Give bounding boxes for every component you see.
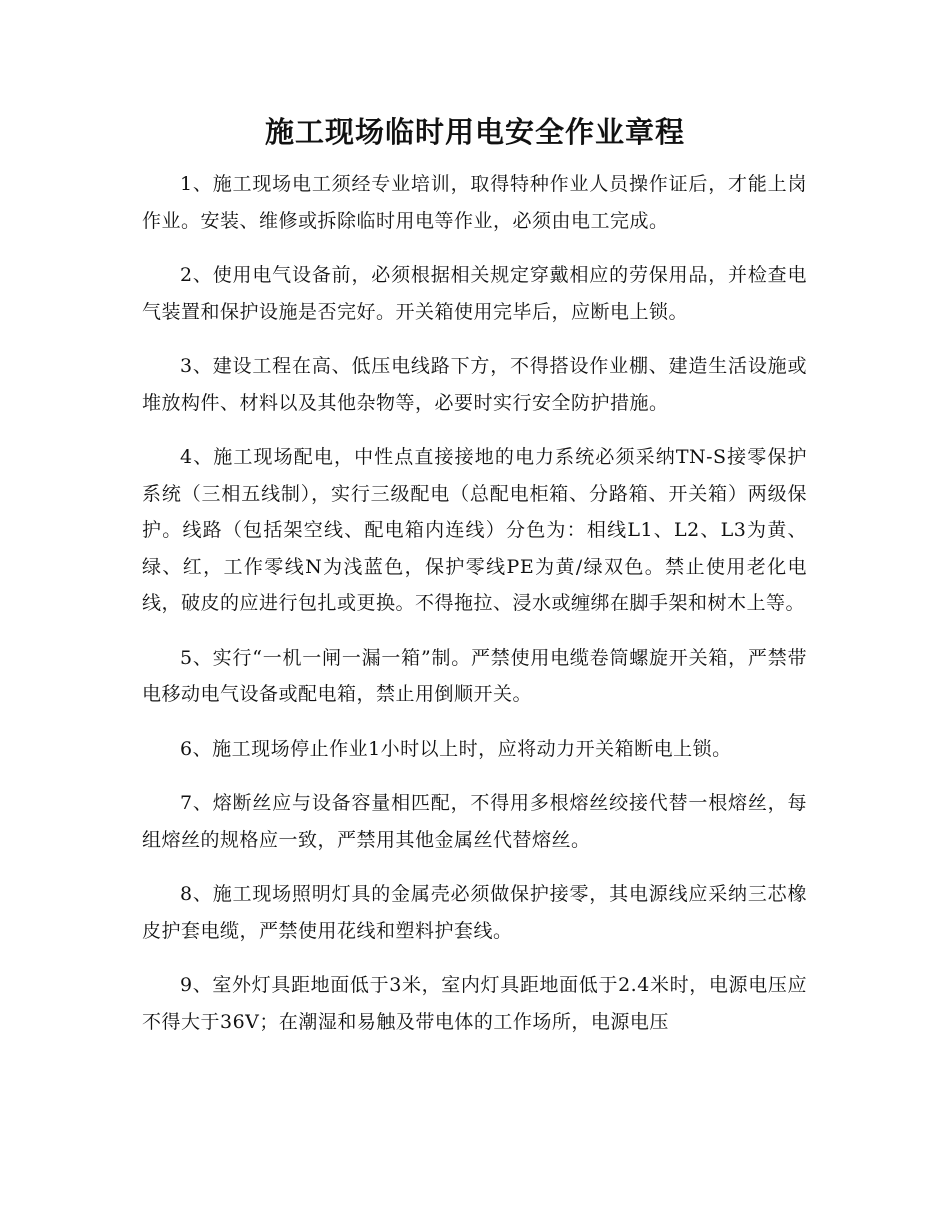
paragraph-2: 2、使用电气设备前，必须根据相关规定穿戴相应的劳保用品，并检查电气装置和保护设施是否完好。开关箱使用完毕后，应断电上锁。 — [142, 264, 807, 323]
paragraph-4: 4、施工现场配电，中性点直接接地的电力系统必须采纳TN-S接零保护系统（三相五线制），实行三级配电（总配电柜箱、分路箱、开关箱）两级保护。线路（包括架空线、配电箱内连线）分色为：相线L1、L2、L3为黄、绿、红，工作零线N为浅蓝色，保护零线PE为黄/绿双色。禁止使用老化电线，破皮的应进行包扎或更换。不得拖拉、浸水或缠绑在脚手架和树木上等。 — [142, 446, 807, 614]
paragraph-5: 5、实行“一机一闸一漏一箱”制。严禁使用电缆卷筒螺旋开关箱，严禁带电移动电气设备或配电箱，禁止用倒顺开关。 — [142, 646, 807, 705]
paragraph-9: 9、室外灯具距地面低于3米，室内灯具距地面低于2.4米时，电源电压应不得大于36V；在潮湿和易触及带电体的工作场所，电源电压 — [142, 974, 807, 1033]
paragraph-6: 6、施工现场停止作业1小时以上时，应将动力开关箱断电上锁。 — [180, 737, 732, 760]
paragraph-8: 8、施工现场照明灯具的金属壳必须做保护接零，其电源线应采纳三芯橡皮护套电缆，严禁使用花线和塑料护套线。 — [142, 883, 807, 942]
paragraph-1: 1、施工现场电工须经专业培训，取得特种作业人员操作证后，才能上岗作业。安装、维修或拆除临时用电等作业，必须由电工完成。 — [142, 173, 807, 232]
paragraph-7: 7、熔断丝应与设备容量相匹配，不得用多根熔丝绞接代替一根熔丝，每组熔丝的规格应一致，严禁用其他金属丝代替熔丝。 — [142, 792, 807, 851]
paragraph-3: 3、建设工程在高、低压电线路下方，不得搭设作业棚、建造生活设施或堆放构件、材料以及其他杂物等，必要时实行安全防护措施。 — [142, 355, 807, 414]
document-title: 施工现场临时用电安全作业章程 — [264, 115, 685, 149]
document-body — [142, 166, 807, 1058]
